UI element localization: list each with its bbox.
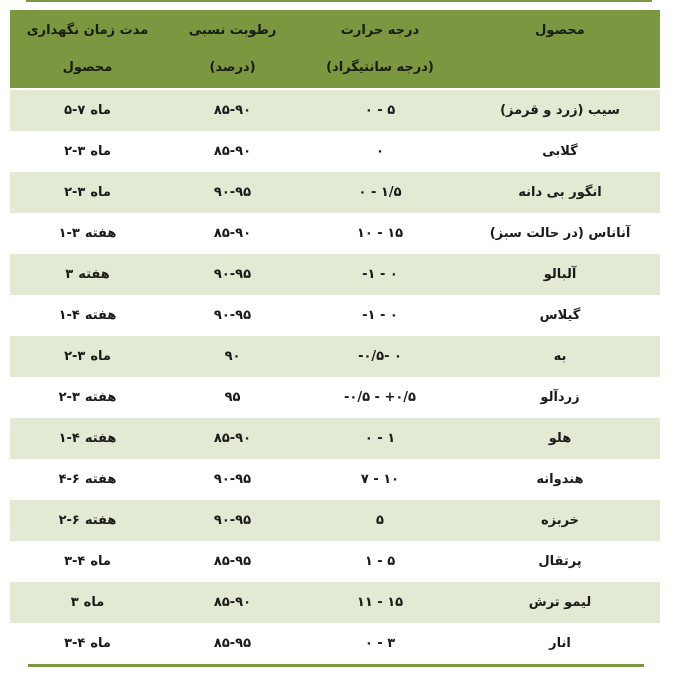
duration-unit: هفته — [84, 390, 117, 405]
humidity-value: ۹۰ — [224, 349, 241, 364]
product-name: انگور بی دانه — [518, 185, 602, 200]
duration-unit: ماه — [90, 144, 111, 159]
product-cell — [460, 377, 660, 418]
duration-cell — [10, 582, 165, 623]
header-duration-line1: مدت زمان نگهداری — [26, 22, 149, 38]
duration-value: ۳ — [65, 267, 74, 282]
duration-cell — [10, 89, 165, 131]
humidity-cell — [165, 623, 300, 664]
product-name: هندوانه — [536, 472, 584, 487]
duration-cell — [10, 418, 165, 459]
humidity-cell — [165, 377, 300, 418]
column-header-humidity — [165, 10, 300, 89]
header-temperature-line1: درجه حرارت — [340, 22, 420, 38]
duration-cell — [10, 172, 165, 213]
duration-value: ۳-۴ — [64, 554, 86, 569]
duration-cell — [10, 377, 165, 418]
humidity-cell — [165, 336, 300, 377]
header-humidity-line1: رطوبت نسبی — [188, 22, 277, 38]
temperature-value: ۰ — [376, 144, 384, 159]
table-row — [10, 500, 660, 541]
temperature-cell — [300, 377, 460, 418]
product-name: انار — [549, 636, 571, 651]
product-name: هلو — [548, 431, 572, 446]
duration-unit: هفته — [84, 431, 117, 446]
humidity-value: ۹۰-۹۵ — [213, 472, 252, 487]
temperature-value: ۵ — [376, 513, 384, 528]
temperature-value: -۰/۵ - +۰/۵ — [344, 390, 416, 405]
table-row — [10, 623, 660, 664]
fruit-storage-table — [10, 10, 660, 664]
duration-cell — [10, 541, 165, 582]
product-name: لیمو ترش — [528, 595, 592, 610]
table-row — [10, 295, 660, 336]
duration-cell — [10, 623, 165, 664]
humidity-cell — [165, 213, 300, 254]
temperature-value: ۰ - ۱/۵ — [358, 185, 402, 200]
humidity-cell — [165, 295, 300, 336]
header-product-line2 — [460, 61, 660, 75]
temperature-value: -۱ - ۰ — [362, 308, 398, 323]
bottom-rule — [28, 664, 644, 667]
product-cell — [460, 89, 660, 131]
humidity-value: ۸۵-۹۰ — [213, 431, 252, 446]
temperature-value: ۰ - ۱ — [364, 431, 396, 446]
temperature-cell — [300, 418, 460, 459]
table-row — [10, 254, 660, 295]
product-name: به — [553, 349, 567, 364]
duration-unit: هفته — [84, 472, 117, 487]
temperature-value: ۷ - ۱۰ — [360, 472, 400, 487]
humidity-cell — [165, 172, 300, 213]
temperature-cell — [300, 213, 460, 254]
column-header-product — [460, 10, 660, 89]
humidity-value: ۹۰-۹۵ — [213, 308, 252, 323]
temperature-value: -۰/۵- ۰ — [358, 349, 402, 364]
column-header-temperature — [300, 10, 460, 89]
duration-unit: ماه — [90, 349, 111, 364]
duration-value: ۱-۴ — [58, 431, 80, 446]
humidity-value: ۹۰-۹۵ — [213, 267, 252, 282]
duration-value: ۲-۳ — [58, 390, 80, 405]
temperature-value: ۱۱ - ۱۵ — [356, 595, 404, 610]
humidity-cell — [165, 541, 300, 582]
table-row — [10, 459, 660, 500]
table-row — [10, 377, 660, 418]
temperature-cell — [300, 131, 460, 172]
product-name: آناناس (در حالت سبز) — [489, 226, 631, 241]
temperature-cell — [300, 459, 460, 500]
duration-cell — [10, 459, 165, 500]
duration-unit: ماه — [90, 554, 111, 569]
humidity-value: ۹۵ — [224, 390, 241, 405]
duration-unit: هفته — [84, 226, 117, 241]
temperature-cell — [300, 500, 460, 541]
header-humidity-line2: (درصد) — [209, 59, 256, 75]
product-name: پرتقال — [538, 554, 582, 569]
temperature-cell — [300, 295, 460, 336]
table-row — [10, 213, 660, 254]
top-rule — [26, 0, 652, 2]
humidity-value: ۸۵-۹۵ — [213, 554, 252, 569]
duration-cell — [10, 131, 165, 172]
duration-cell — [10, 213, 165, 254]
product-cell — [460, 295, 660, 336]
product-cell — [460, 336, 660, 377]
duration-cell — [10, 254, 165, 295]
temperature-cell — [300, 89, 460, 131]
humidity-value: ۹۰-۹۵ — [213, 185, 252, 200]
table-header-row — [10, 10, 660, 89]
table-row — [10, 582, 660, 623]
product-cell — [460, 582, 660, 623]
temperature-cell — [300, 336, 460, 377]
product-cell — [460, 500, 660, 541]
humidity-cell — [165, 131, 300, 172]
duration-value: ۲-۳ — [64, 144, 86, 159]
temperature-value: ۱۰ - ۱۵ — [356, 226, 404, 241]
humidity-cell — [165, 459, 300, 500]
duration-value: ۱-۴ — [58, 308, 80, 323]
temperature-cell — [300, 582, 460, 623]
table-wrapper — [10, 10, 660, 664]
temperature-value: ۰ - ۳ — [364, 636, 396, 651]
product-cell — [460, 172, 660, 213]
temperature-value: -۱ - ۰ — [362, 267, 398, 282]
table-row — [10, 131, 660, 172]
humidity-cell — [165, 418, 300, 459]
temperature-cell — [300, 541, 460, 582]
product-name: گیلاس — [539, 308, 581, 323]
product-name: آلبالو — [543, 267, 577, 282]
product-name: زردآلو — [540, 390, 580, 405]
duration-unit: ماه — [90, 103, 111, 118]
table-row — [10, 89, 660, 131]
humidity-cell — [165, 89, 300, 131]
duration-unit: هفته — [84, 513, 117, 528]
duration-unit: ماه — [90, 185, 111, 200]
product-cell — [460, 254, 660, 295]
duration-cell — [10, 336, 165, 377]
duration-value: ۲-۳ — [64, 185, 86, 200]
product-cell — [460, 131, 660, 172]
duration-value: ۴-۶ — [58, 472, 80, 487]
product-cell — [460, 418, 660, 459]
duration-value: ۱-۳ — [58, 226, 80, 241]
duration-cell — [10, 295, 165, 336]
temperature-cell — [300, 623, 460, 664]
product-cell — [460, 541, 660, 582]
table-row — [10, 172, 660, 213]
product-name: گلابی — [542, 144, 578, 159]
table-row — [10, 541, 660, 582]
temperature-cell — [300, 254, 460, 295]
duration-unit: هفته — [84, 308, 117, 323]
header-product-line1: محصول — [535, 22, 585, 38]
duration-value: ۲-۳ — [64, 349, 86, 364]
column-header-duration — [10, 10, 165, 89]
duration-unit: هفته — [78, 267, 110, 282]
humidity-value: ۹۰-۹۵ — [213, 513, 252, 528]
humidity-value: ۸۵-۹۰ — [213, 144, 252, 159]
humidity-value: ۸۵-۹۰ — [213, 595, 252, 610]
duration-value: ۳ — [70, 595, 79, 610]
product-name: خربزه — [540, 513, 580, 528]
duration-unit: ماه — [83, 595, 105, 610]
duration-cell — [10, 500, 165, 541]
table-row — [10, 336, 660, 377]
product-cell — [460, 213, 660, 254]
temperature-value: ۱ - ۵ — [364, 554, 396, 569]
header-duration-line2: محصول — [62, 59, 113, 75]
product-cell — [460, 459, 660, 500]
product-name: سیب (زرد و قرمز) — [500, 103, 620, 118]
humidity-cell — [165, 500, 300, 541]
humidity-value: ۸۵-۹۵ — [213, 636, 252, 651]
humidity-value: ۸۵-۹۰ — [213, 103, 252, 118]
temperature-cell — [300, 172, 460, 213]
table-row — [10, 418, 660, 459]
humidity-cell — [165, 254, 300, 295]
temperature-value: ۰ - ۵ — [364, 103, 396, 118]
duration-value: ۵-۷ — [64, 103, 86, 118]
product-cell — [460, 623, 660, 664]
header-temperature-line2: (درجه سانتیگراد) — [326, 59, 434, 75]
duration-value: ۳-۴ — [64, 636, 86, 651]
duration-value: ۲-۶ — [58, 513, 80, 528]
humidity-value: ۸۵-۹۰ — [213, 226, 252, 241]
humidity-cell — [165, 582, 300, 623]
duration-unit: ماه — [90, 636, 111, 651]
